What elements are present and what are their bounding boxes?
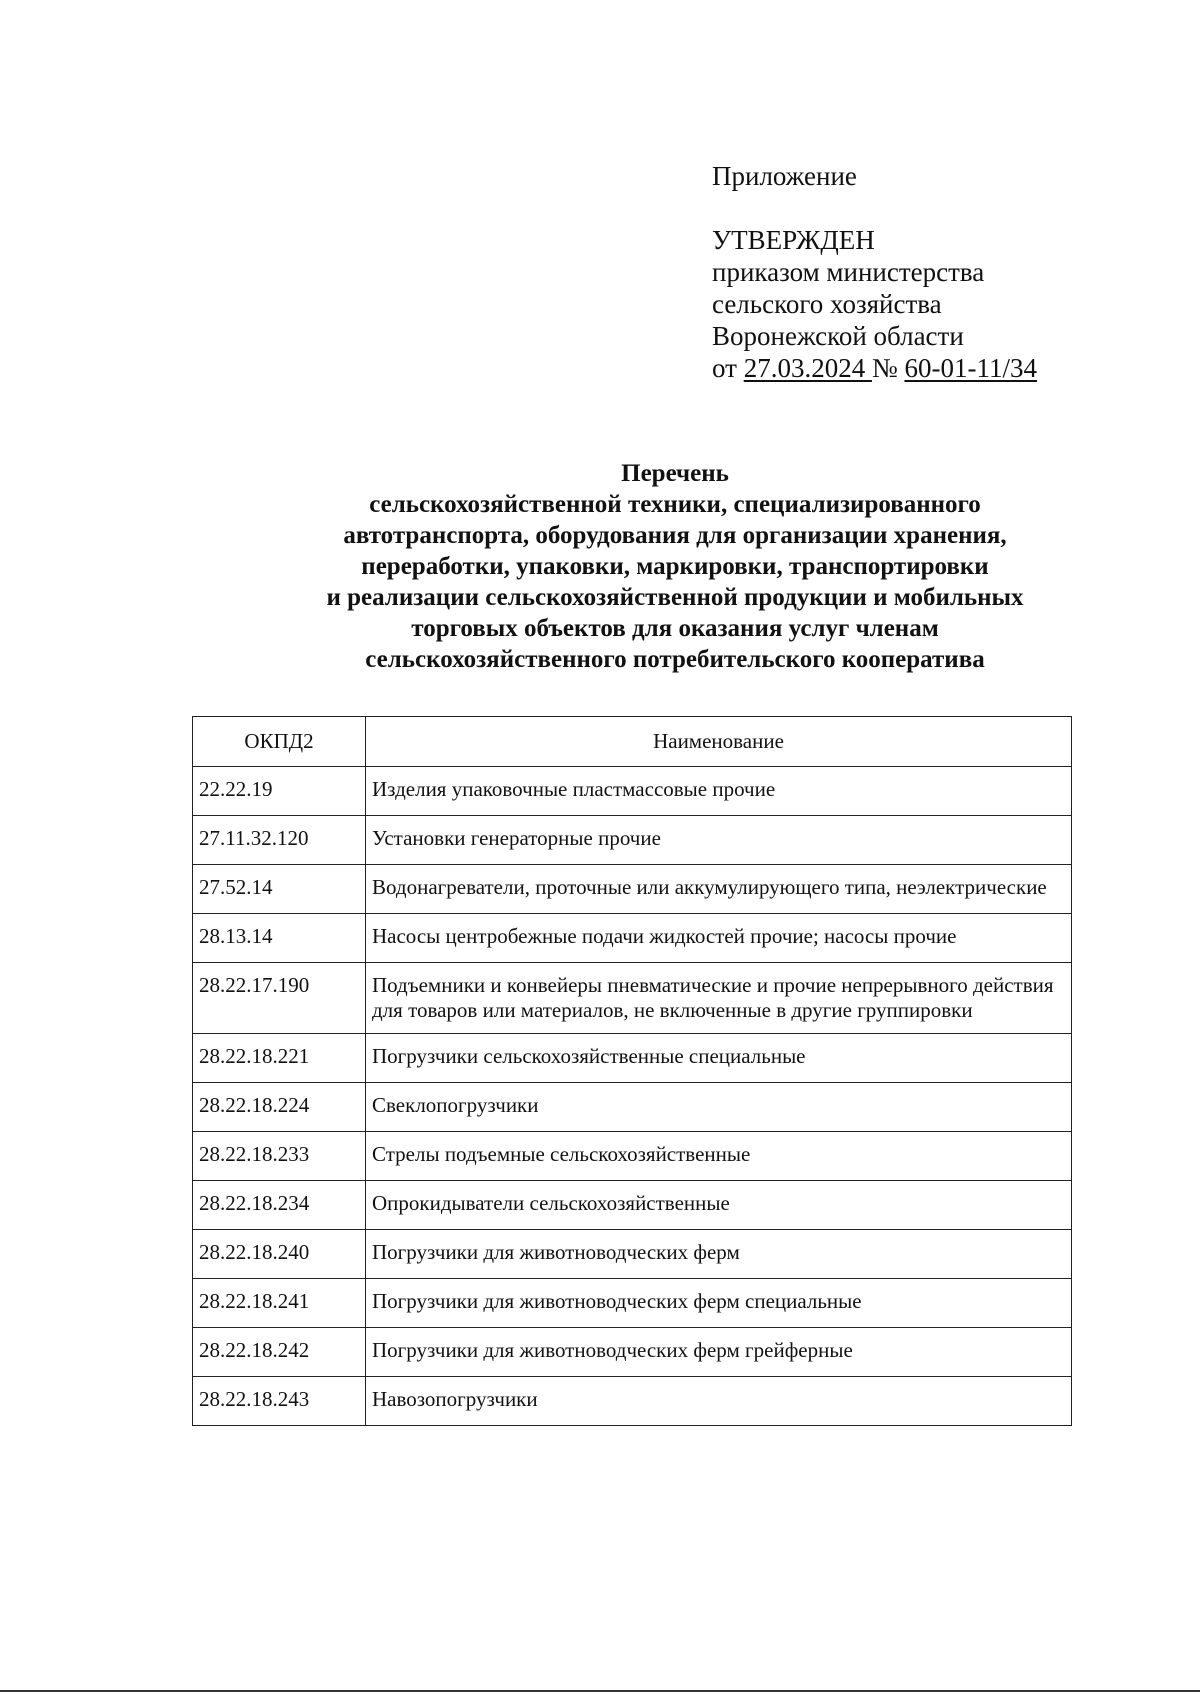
table-row: [193, 1083, 1072, 1132]
order-number-label: №: [871, 353, 898, 383]
approved-label: УТВЕРЖДЕН: [712, 225, 875, 255]
table-row: [193, 1279, 1072, 1328]
item-name-cell: Водонагреватели, проточные или аккумулирующего типа, неэлектрические: [366, 865, 1072, 914]
okpd-code-cell: 28.22.18.234: [193, 1181, 366, 1230]
table-row: [193, 1181, 1072, 1230]
okpd-code-cell: 28.13.14: [193, 914, 366, 963]
table-row: [193, 1230, 1072, 1279]
item-name-cell: Изделия упаковочные пластмассовые прочие: [366, 767, 1072, 816]
table-header-row: [193, 717, 1072, 767]
table-row: [193, 865, 1072, 914]
item-name-cell: Навозопогрузчики: [366, 1377, 1072, 1426]
title-line: автотранспорта, оборудования для организации хранения,: [343, 522, 1007, 549]
order-from-label: от: [712, 353, 737, 383]
okpd-table: [192, 716, 1072, 1426]
okpd-code-cell: 28.22.18.240: [193, 1230, 366, 1279]
order-number: 60-01-11/34: [904, 353, 1037, 383]
table-row: [193, 963, 1072, 1034]
okpd-code-cell: 28.22.18.224: [193, 1083, 366, 1132]
table-row: [193, 816, 1072, 865]
page-bottom-edge: [0, 1690, 1200, 1692]
order-reference: [712, 352, 1037, 384]
table-row: [193, 767, 1072, 816]
title-line: и реализации сельскохозяйственной продукции и мобильных: [326, 584, 1024, 611]
item-name-cell: Установки генераторные прочие: [366, 816, 1072, 865]
okpd-code-cell: 28.22.18.242: [193, 1328, 366, 1377]
okpd-code-cell: 28.22.18.221: [193, 1034, 366, 1083]
okpd-code-cell: 28.22.18.243: [193, 1377, 366, 1426]
header-okpd2: ОКПД2: [193, 717, 366, 767]
title-line: торговых объектов для оказания услуг членам: [411, 615, 939, 642]
table-row: [193, 1377, 1072, 1426]
okpd-code-cell: 22.22.19: [193, 767, 366, 816]
table-row: [193, 1034, 1072, 1083]
item-name-cell: Опрокидыватели сельскохозяйственные: [366, 1181, 1072, 1230]
okpd-code-cell: 27.11.32.120: [193, 816, 366, 865]
item-name-cell: Насосы центробежные подачи жидкостей прочие; насосы прочие: [366, 914, 1072, 963]
item-name-cell: Погрузчики для животноводческих ферм: [366, 1230, 1072, 1279]
order-date: 27.03.2024: [743, 353, 872, 383]
table-row: [193, 1132, 1072, 1181]
item-name-cell: Погрузчики для животноводческих ферм специальные: [366, 1279, 1072, 1328]
item-name-cell: Стрелы подъемные сельскохозяйственные: [366, 1132, 1072, 1181]
item-name-cell: Свеклопогрузчики: [366, 1083, 1072, 1132]
okpd-code-cell: 27.52.14: [193, 865, 366, 914]
title-line: переработки, упаковки, маркировки, транспортировки: [361, 553, 989, 580]
title-line: Перечень: [621, 460, 729, 487]
approval-line-3: Воронежской области: [712, 321, 964, 351]
title-line: сельскохозяйственного потребительского кооператива: [365, 646, 985, 673]
okpd-code-cell: 28.22.17.190: [193, 963, 366, 1034]
okpd-code-cell: 28.22.18.233: [193, 1132, 366, 1181]
approval-block: [712, 160, 1037, 384]
appendix-label: Приложение: [712, 161, 857, 191]
approval-line-2: сельского хозяйства: [712, 289, 942, 319]
title-line: сельскохозяйственной техники, специализированного: [369, 491, 981, 518]
okpd-code-cell: 28.22.18.241: [193, 1279, 366, 1328]
table-row: [193, 1328, 1072, 1377]
item-name-cell: Погрузчики для животноводческих ферм грейферные: [366, 1328, 1072, 1377]
table-row: [193, 914, 1072, 963]
document-title: [230, 458, 1120, 675]
approval-line-1: приказом министерства: [712, 257, 985, 287]
item-name-cell: Подъемники и конвейеры пневматические и прочие непрерывного действия для товаров или материалов, не включенные в другие группировки: [366, 963, 1072, 1034]
header-name: Наименование: [366, 717, 1072, 767]
item-name-cell: Погрузчики сельскохозяйственные специальные: [366, 1034, 1072, 1083]
